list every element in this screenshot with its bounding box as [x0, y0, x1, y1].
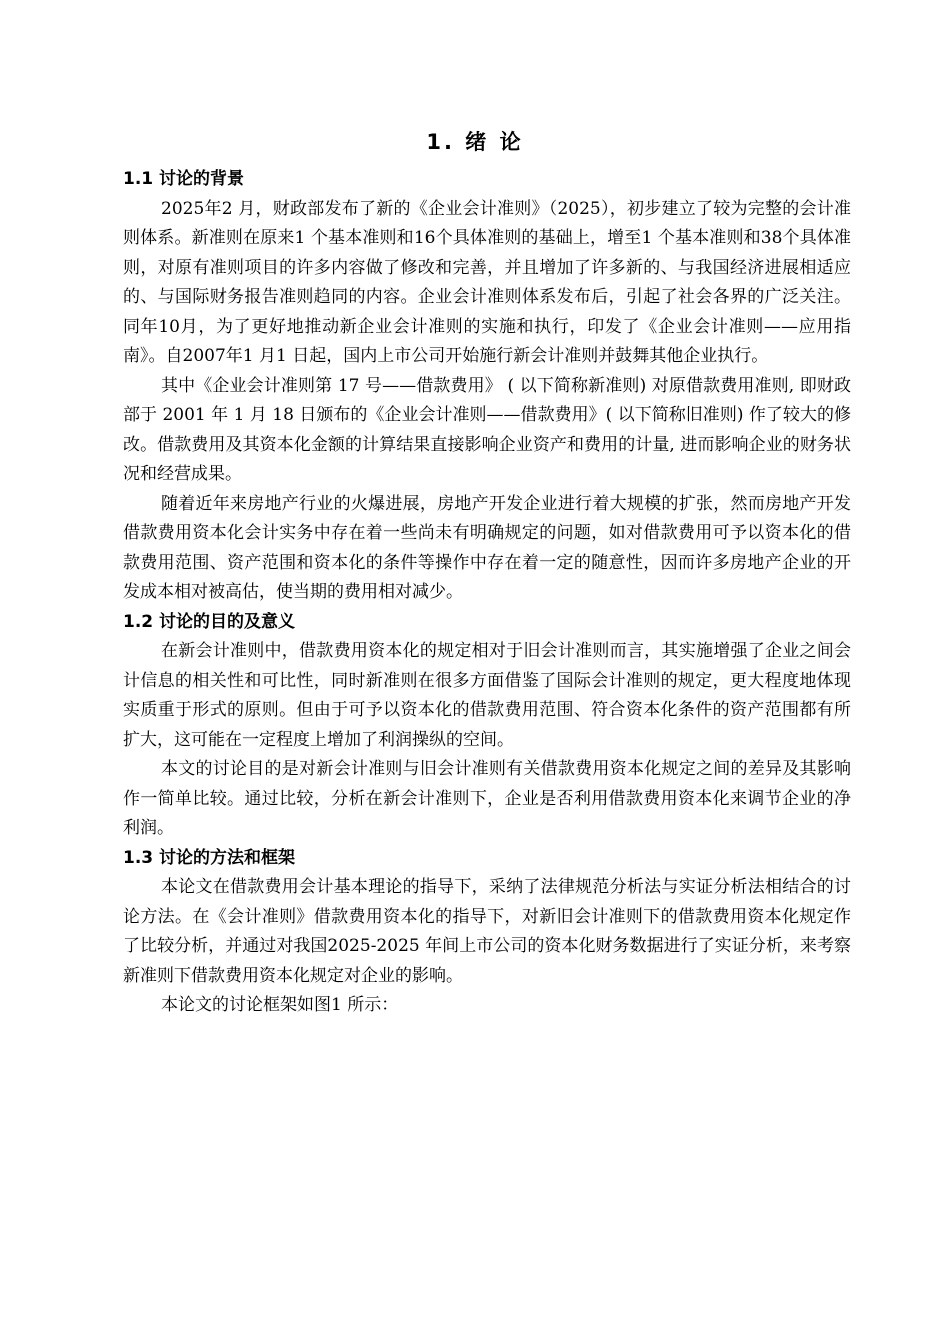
section-heading: 1.1 讨论的背景 — [123, 169, 245, 189]
paragraph: 本论文在借款费用会计基本理论的指导下，采纳了法律规范分析法与实证分析法相结合的讨论方法。在《会计准则》借款费用资本化的指导下，对新旧会计准则下的借款费用资本化规定作了比较分析，并通过对我国2025-2025 年间上市公司的资本化财务数据进行了实证分析，来考察新准则下借款费用资本化规定对企业的影响。 — [123, 877, 851, 986]
paragraph: 随着近年来房地产行业的火爆进展，房地产开发企业进行着大规模的扩张，然而房地产开发借款费用资本化会计实务中存在着一些尚未有明确规定的问题，如对借款费用可予以资本化的借款费用范围、资产范围和资本化的条件等操作中存在着一定的随意性，因而许多房地产企业的开发成本相对被高估，使当期的费用相对减少。 — [123, 493, 851, 602]
section-heading: 1.2 讨论的目的及意义 — [123, 611, 296, 632]
section-heading: 1.3 讨论的方法和框架 — [123, 847, 296, 868]
section-method — [123, 844, 851, 1021]
section-purpose — [123, 608, 851, 844]
chapter-title: 1. 绪 论 — [426, 130, 524, 154]
document-body — [123, 165, 851, 1021]
paragraph: 本论文的讨论框架如图1 所示： — [161, 995, 399, 1015]
paragraph: 2025年2 月，财政部发布了新的《企业会计准则》（2025），初步建立了较为完整的会计准则体系。新准则在原来1 个基本准则和16个具体准则的基础上，增至1 个基本准则和38个具体准则，对原有准则项目的许多内容做了修改和完善，并且增加了许多新的、与我国经济进展相适应的、与国际财务报告准则趋同的内容。企业会计准则体系发布后，引起了社会各界的广泛关注。同年10月，为了更好地推动新企业会计准则的实施和执行，印发了《企业会计准则——应用指南》。自2007年1 月1 日起，国内上市公司开始施行新会计准则并鼓舞其他企业执行。 — [123, 198, 851, 366]
paragraph: 在新会计准则中，借款费用资本化的规定相对于旧会计准则而言，其实施增强了企业之间会计信息的相关性和可比性，同时新准则在很多方面借鉴了国际会计准则的规定，更大程度地体现实质重于形式的原则。但由于可予以资本化的借款费用范围、符合资本化条件的资产范围都有所扩大，这可能在一定程度上增加了利润操纵的空间。 — [123, 641, 851, 750]
paragraph: 本文的讨论目的是对新会计准则与旧会计准则有关借款费用资本化规定之间的差异及其影响作一简单比较。通过比较，分析在新会计准则下，企业是否利用借款费用资本化来调节企业的净利润。 — [123, 759, 851, 838]
paragraph: 其中《企业会计准则第 17 号——借款费用》 ( 以下简称新准则) 对原借款费用准则, 即财政部于 2001 年 1 月 18 日颁布的《企业会计准则——借款费用》( 以下简称旧准则) 作了较大的修改。借款费用及其资本化金额的计算结果直接影响企业资产和费用的计量, 进而影响企业的财务状况和经营成果。 — [123, 375, 851, 484]
section-background — [123, 165, 851, 608]
